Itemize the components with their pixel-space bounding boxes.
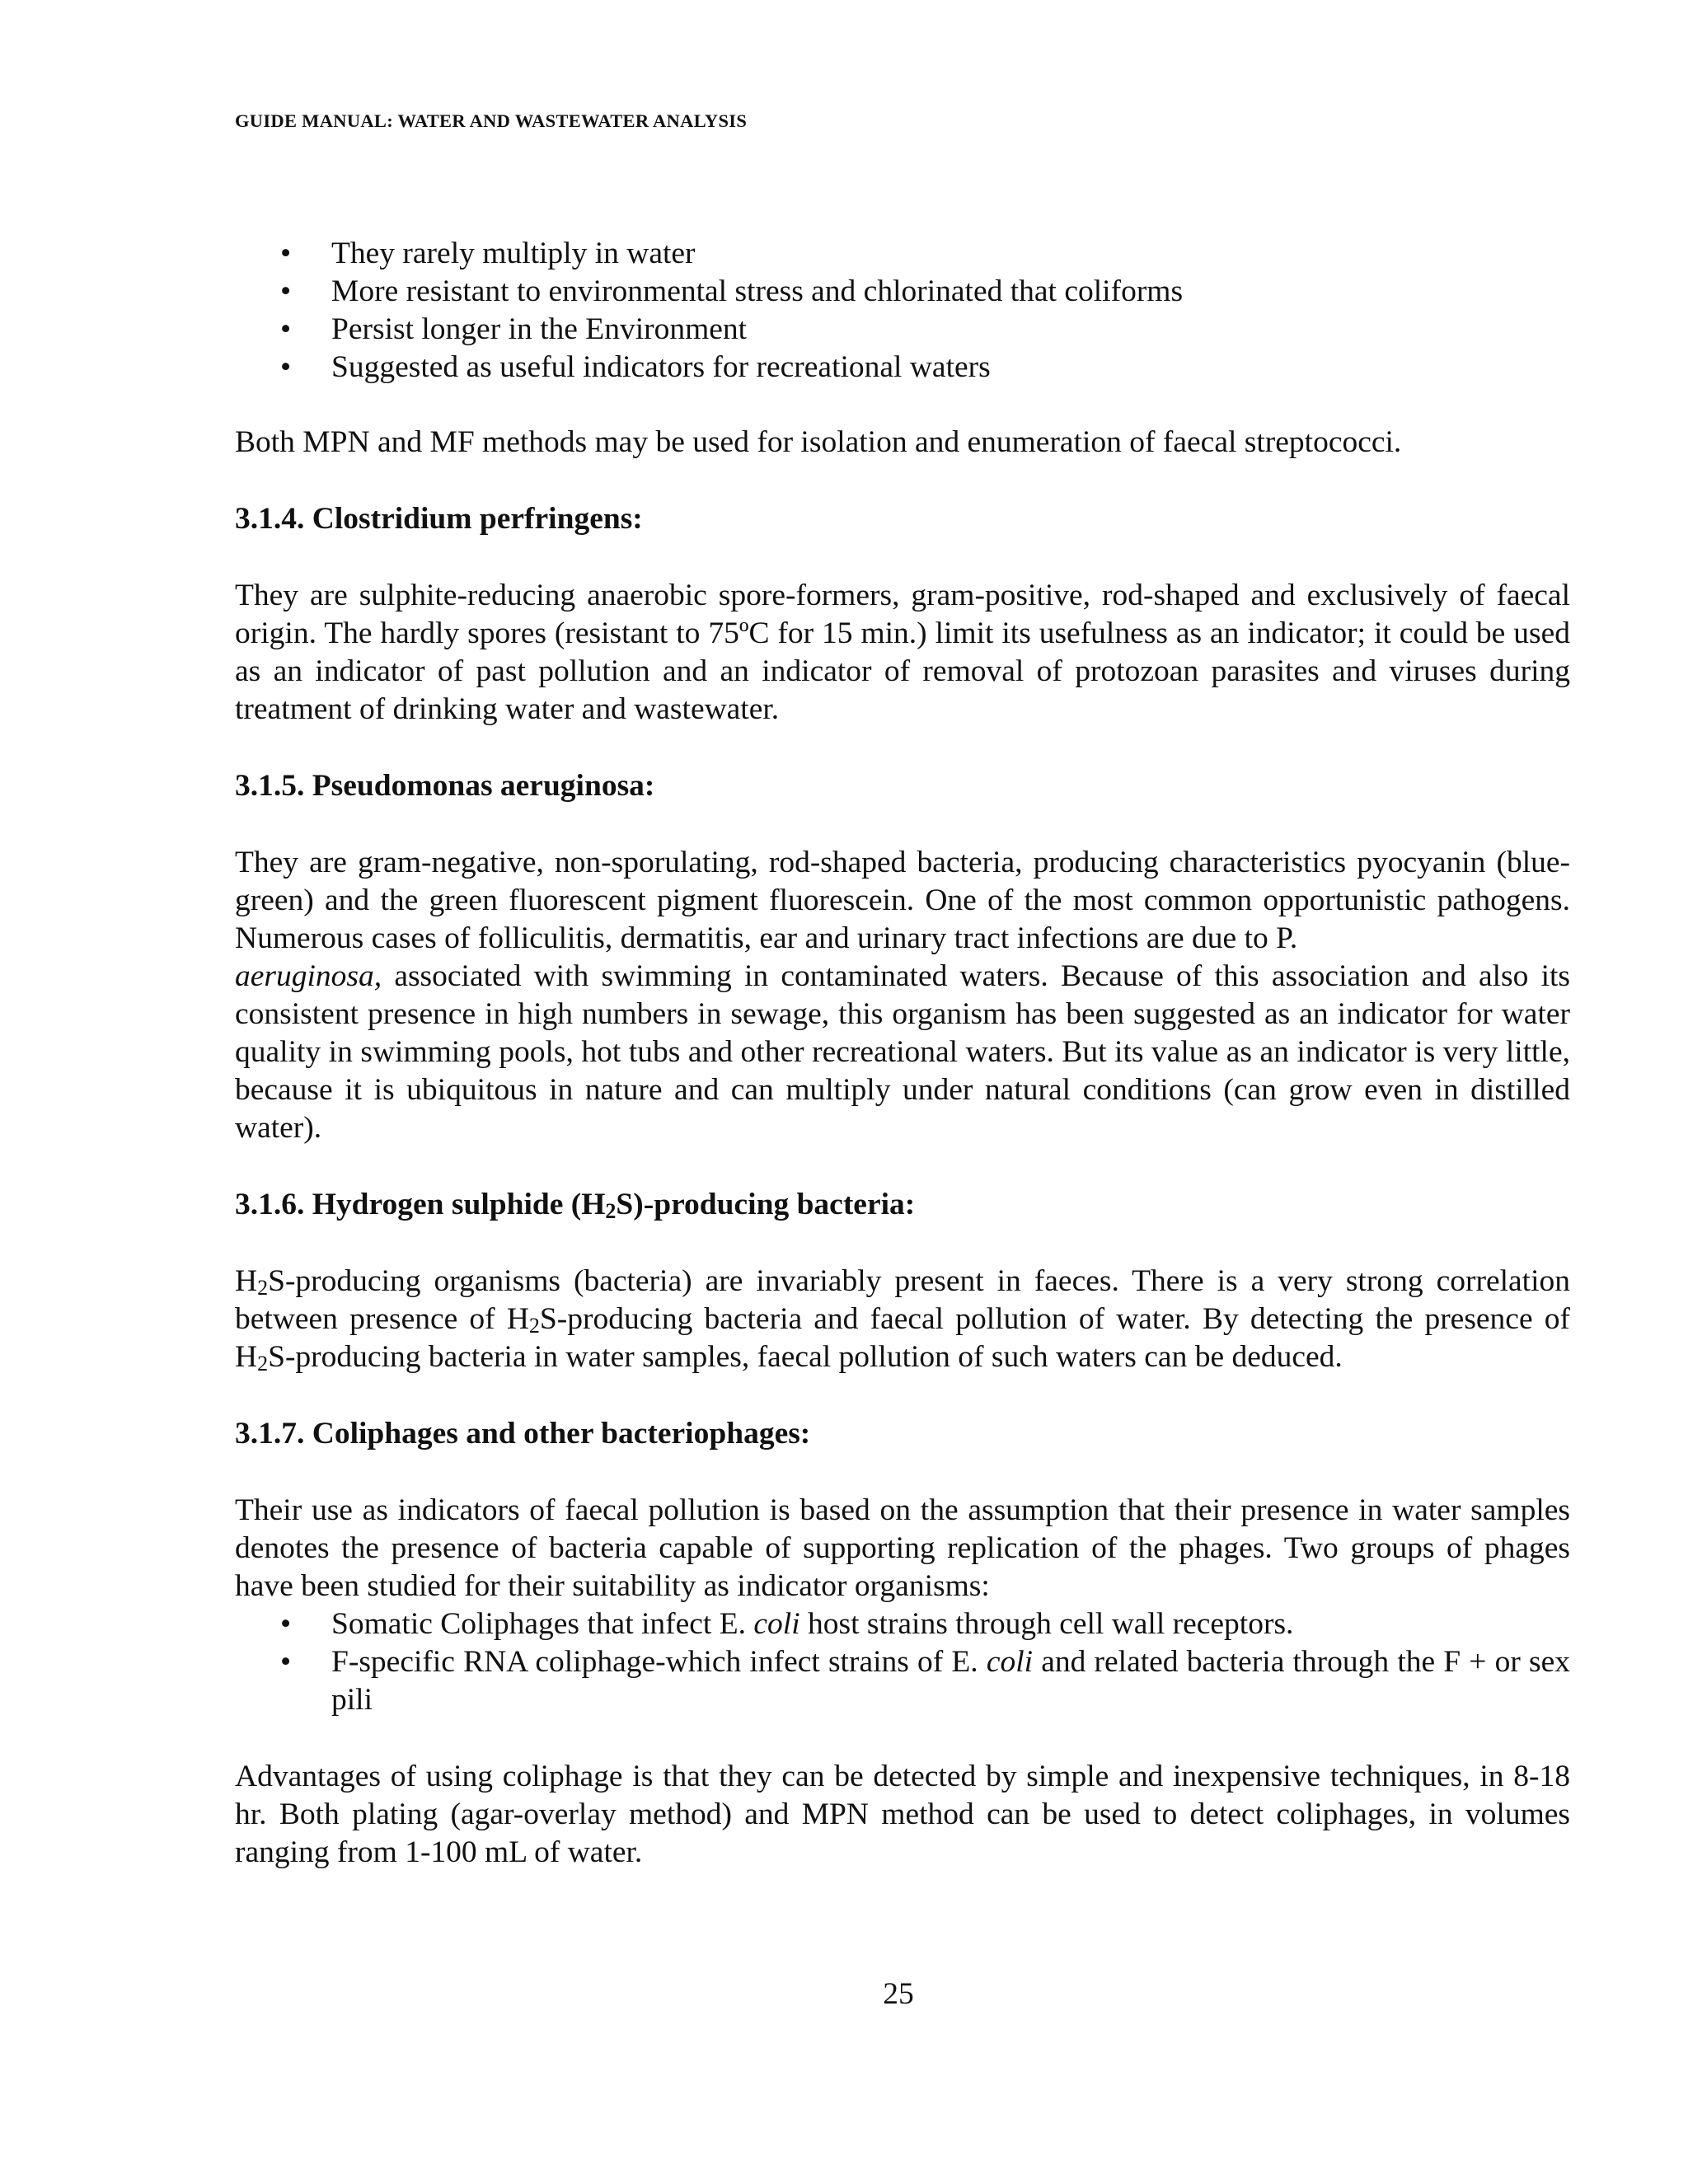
- bullet-icon: •: [280, 1645, 292, 1679]
- bullet-icon: •: [280, 350, 292, 384]
- bullet-icon: •: [280, 312, 292, 346]
- coliphages-paragraph: Their use as indicators of faecal pollution is based on the assumption that their presence in water samples denotes the presence of bacteria capable of supporting replication of the phages. Two groups of phages have been studied for their suitability as indicator organisms:: [235, 1493, 1570, 1603]
- list-item: • Suggested as useful indicators for recreational waters: [235, 349, 1570, 387]
- page-body: [235, 235, 1570, 1872]
- pseudomonas-paragraph: They are gram-negative, non-sporulating, rod-shaped bacteria, producing characteristics pyocyanin (blue-green) and the green fluorescent pigment fluorescein. One of the most common opportunistic pathogens. Numerous cases of folliculitis, dermatitis, ear and urinary tract infections are due to P. aeruginosa, associated with swimming in contaminated waters. Because of this association and also its consistent presence in high numbers in sewage, this organism has been suggested as an indicator for water quality in swimming pools, hot tubs and other recreational waters. But its value as an indicator is very little, because it is ubiquitous in nature and can multiply under natural conditions (can grow even in distilled water).: [235, 846, 1570, 1145]
- property-bullet-list: [235, 235, 1570, 387]
- list-item: • Persist longer in the Environment: [235, 311, 1570, 349]
- section-heading-h2s: 3.1.6. Hydrogen sulphide $(H_2S)$-producing bacteria:: [235, 1188, 916, 1223]
- clostridium-paragraph: They are sulphite-reducing anaerobic spore-formers, gram-positive, rod-shaped and exclusively of faecal origin. The hardly spores (resistant to 75ºC for 15 min.) limit its usefulness as an indicator; it could be used as an indicator of past pollution and an indicator of removal of protozoan parasites and viruses during treatment of drinking water and wastewater.: [235, 579, 1570, 726]
- bullet-icon: •: [280, 1607, 292, 1641]
- list-item: • More resistant to environmental stress and chlorinated that coliforms: [235, 273, 1570, 311]
- bullet-icon: •: [280, 274, 292, 308]
- list-item: • Somatic Coliphages that infect E. coli host strains through cell wall receptors.: [235, 1605, 1570, 1643]
- h2s-paragraph: $H_2S$-producing organisms (bacteria) are invariably present in faeces. There is a very strong correlation between presence of $H_2S$-producing bacteria and faecal pollution of water. By detecting the presence of $H_2S$-producing bacteria in water samples, faecal pollution of such waters can be deduced.: [235, 1264, 1570, 1376]
- list-item: • F-specific RNA coliphage-which infect strains of E. coli and related bacteria through the F + or sex pili: [280, 1645, 1570, 1717]
- section-heading-coliphages: 3.1.7. Coliphages and other bacteriophages:: [235, 1417, 811, 1451]
- page-number: 25: [883, 1977, 914, 2011]
- section-heading-pseudomonas: 3.1.5. Pseudomonas aeruginosa:: [235, 769, 655, 803]
- intro-paragraph: Both MPN and MF methods may be used for isolation and enumeration of faecal streptococci.: [235, 425, 1402, 459]
- section-heading-clostridium: 3.1.4. Clostridium perfringens:: [235, 502, 643, 536]
- list-item: • They rarely multiply in water: [235, 235, 1570, 273]
- coliphages-advantages-paragraph: Advantages of using coliphage is that they can be detected by simple and inexpensive techniques, in 8-18 hr. Both plating (agar-overlay method) and MPN method can be used to detect coliphages, in volumes ranging from 1-100 mL of water.: [235, 1760, 1570, 1869]
- bullet-icon: •: [280, 237, 292, 270]
- phage-group-list: [235, 1605, 1570, 1719]
- page-header: GUIDE MANUAL: WATER AND WASTEWATER ANALYSIS: [235, 110, 748, 131]
